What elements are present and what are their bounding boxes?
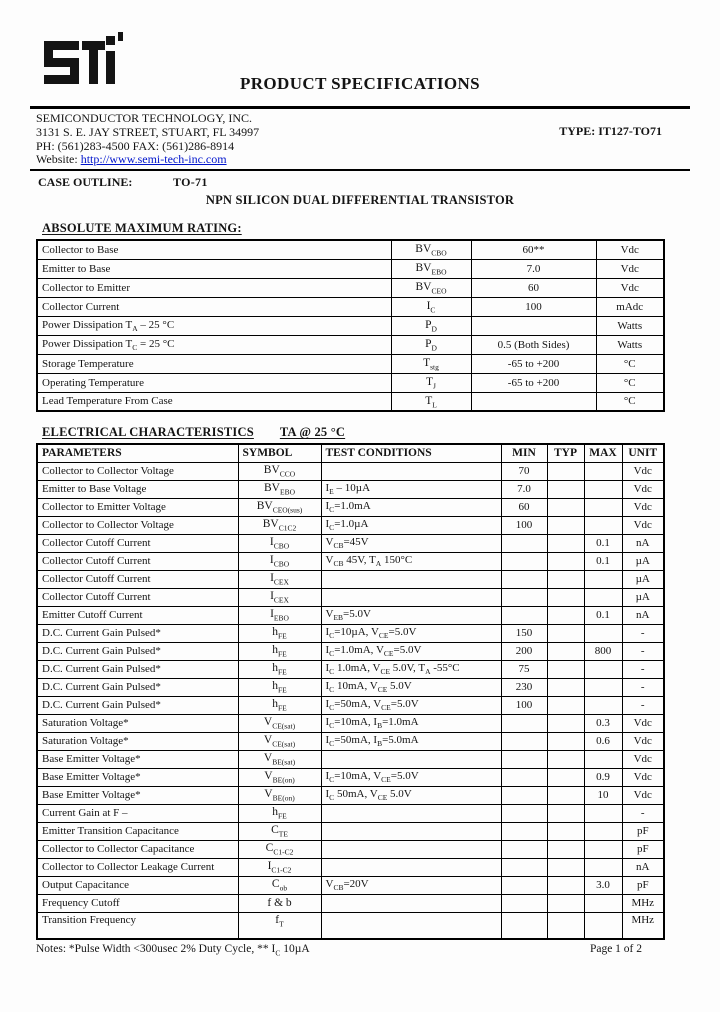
cell-param: Collector to Emitter Voltage [37, 498, 238, 516]
company-block [36, 112, 690, 167]
cell-symbol: $I_{EBO}$ [238, 606, 321, 624]
elec-char-table-head [37, 444, 664, 462]
cell-max [584, 696, 622, 714]
cell-cond: $I_C$ 50mA, $V_{CE}$ 5.0V [321, 786, 501, 804]
cell-symbol: $h_{FE}$ [238, 804, 321, 822]
cell-value: 100 [471, 297, 596, 316]
footnotes: Notes: *Pulse Width <300usec 2% Duty Cycle, ** $I_C$ 10µA [36, 943, 310, 958]
cell-symbol: $BV_{EBO}$ [238, 480, 321, 498]
company-address: 3131 S. E. JAY STREET, STUART, FL 34997 [36, 124, 260, 139]
cell-min [501, 804, 547, 822]
website-label: Website: [36, 152, 81, 167]
cell-symbol: $BV_{CEO}$ [391, 278, 471, 297]
cell-max [584, 858, 622, 876]
cell-param: Collector to Collector Voltage [37, 516, 238, 534]
cell-typ [547, 750, 584, 768]
table-row [37, 696, 664, 714]
cell-typ [547, 678, 584, 696]
cell-unit: nA [622, 606, 664, 624]
cell-min [501, 822, 547, 840]
cell-param: Collector Cutoff Current [37, 588, 238, 606]
page-title: PRODUCT SPECIFICATIONS [239, 74, 481, 93]
cell-cond: $I_C=50mA$, $I_B=5.0mA$ [321, 732, 501, 750]
case-outline-line [38, 175, 690, 190]
cell-min [501, 876, 547, 894]
cell-cond: $I_C=10\mu A$, $V_{CE}=5.0V$ [321, 624, 501, 642]
cell-symbol: $I_C$ [391, 297, 471, 316]
cell-min [501, 732, 547, 750]
cell-unit: MHz [622, 912, 664, 939]
cell-symbol: $h_{FE}$ [238, 642, 321, 660]
case-outline-value: TO-71 [173, 175, 208, 190]
cell-unit: °C [596, 392, 664, 411]
cell-max [584, 822, 622, 840]
table-row [37, 840, 664, 858]
cell-param: Base Emitter Voltage* [37, 750, 238, 768]
abs-max-table-body [37, 240, 664, 411]
cell-unit: nA [622, 534, 664, 552]
cell-param: D.C. Current Gain Pulsed* [37, 642, 238, 660]
cell-max: 0.1 [584, 552, 622, 570]
cell-max: 3.0 [584, 876, 622, 894]
cell-max [584, 678, 622, 696]
cell-symbol: $C_{ob}$ [238, 876, 321, 894]
cell-min: 200 [501, 642, 547, 660]
cell-max [584, 624, 622, 642]
cell-param: Base Emitter Voltage* [37, 786, 238, 804]
cell-value: -65 to +200 [471, 354, 596, 373]
cell-min: 75 [501, 660, 547, 678]
cell-value: -65 to +200 [471, 373, 596, 392]
cell-param: Current Gain at F – [37, 804, 238, 822]
table-header-row [37, 444, 664, 462]
cell-param: Collector to Base [37, 240, 391, 259]
cell-symbol: $BV_{C1C2}$ [238, 516, 321, 534]
cell-typ [547, 894, 584, 912]
cell-cond [321, 840, 501, 858]
cell-cond [321, 750, 501, 768]
table-row [37, 552, 664, 570]
cell-value: 0.5 (Both Sides) [471, 335, 596, 354]
col-unit: UNIT [622, 444, 664, 462]
col-typ: TYP [547, 444, 584, 462]
cell-symbol: $BV_{EBO}$ [391, 259, 471, 278]
cell-unit: Vdc [622, 480, 664, 498]
cell-unit: Vdc [596, 278, 664, 297]
cell-min [501, 912, 547, 939]
cell-param: Frequency Cutoff [37, 894, 238, 912]
cell-cond [321, 912, 501, 939]
cell-max: 800 [584, 642, 622, 660]
cell-value [471, 316, 596, 335]
cell-cond: $I_C=50mA$, $V_{CE}=5.0V$ [321, 696, 501, 714]
cell-symbol: $I_{C1-C2}$ [238, 858, 321, 876]
table-row [37, 858, 664, 876]
cell-typ [547, 534, 584, 552]
cell-min [501, 714, 547, 732]
cell-max: 0.3 [584, 714, 622, 732]
cell-cond [321, 804, 501, 822]
type-label: TYPE: IT127-TO71 [559, 124, 662, 138]
table-row [37, 480, 664, 498]
elec-char-heading-ta: TA @ 25 °C [279, 425, 346, 440]
cell-cond [321, 858, 501, 876]
table-row [37, 714, 664, 732]
page-number: Page 1 of 2 [589, 943, 642, 956]
table-row [37, 768, 664, 786]
table-row [37, 804, 664, 822]
cell-unit: Vdc [622, 732, 664, 750]
cell-min [501, 894, 547, 912]
table-row [37, 335, 664, 354]
cell-unit: - [622, 804, 664, 822]
cell-max [584, 804, 622, 822]
table-row [37, 750, 664, 768]
cell-max: 0.1 [584, 606, 622, 624]
cell-param: D.C. Current Gain Pulsed* [37, 678, 238, 696]
cell-typ [547, 642, 584, 660]
website-line [36, 153, 690, 167]
cell-typ [547, 876, 584, 894]
page-footer [36, 943, 642, 957]
table-row [37, 297, 664, 316]
col-parameters: PARAMETERS [37, 444, 238, 462]
table-row [37, 624, 664, 642]
cell-min: 100 [501, 696, 547, 714]
cell-unit: - [622, 642, 664, 660]
cell-min [501, 588, 547, 606]
cell-param: Emitter to Base [37, 259, 391, 278]
cell-unit: pF [622, 822, 664, 840]
info-rule [30, 169, 690, 171]
website-link[interactable]: http://www.semi-tech-inc.com [80, 152, 227, 167]
cell-unit: MHz [622, 894, 664, 912]
cell-value: 60** [471, 240, 596, 259]
cell-unit: Vdc [622, 462, 664, 480]
cell-unit: µA [622, 588, 664, 606]
cell-symbol: $I_{CBO}$ [238, 534, 321, 552]
cell-symbol: $P_D$ [391, 335, 471, 354]
cell-symbol: $T_J$ [391, 373, 471, 392]
cell-unit: Vdc [596, 240, 664, 259]
cell-typ [547, 552, 584, 570]
cell-max [584, 660, 622, 678]
cell-param: Output Capacitance [37, 876, 238, 894]
cell-param: Collector to Collector Capacitance [37, 840, 238, 858]
cell-max [584, 750, 622, 768]
cell-max [584, 516, 622, 534]
cell-min [501, 552, 547, 570]
cell-symbol: $h_{FE}$ [238, 660, 321, 678]
cell-param: Operating Temperature [37, 373, 391, 392]
cell-symbol: $C_{TE}$ [238, 822, 321, 840]
cell-param: Collector Cutoff Current [37, 570, 238, 588]
cell-typ [547, 912, 584, 939]
cell-min [501, 858, 547, 876]
cell-param: Collector Current [37, 297, 391, 316]
page-header [0, 0, 720, 106]
cell-param: Power Dissipation $T_A - 25$ °C [37, 316, 391, 335]
cell-param: Emitter to Base Voltage [37, 480, 238, 498]
table-row [37, 316, 664, 335]
cell-unit: mAdc [596, 297, 664, 316]
cell-typ [547, 660, 584, 678]
table-row [37, 894, 664, 912]
cell-unit: µA [622, 552, 664, 570]
cell-symbol: $I_{CBO}$ [238, 552, 321, 570]
cell-min [501, 840, 547, 858]
cell-typ [547, 732, 584, 750]
cell-min: 100 [501, 516, 547, 534]
cell-typ [547, 822, 584, 840]
cell-param: Base Emitter Voltage* [37, 768, 238, 786]
cell-cond [321, 588, 501, 606]
cell-unit: - [622, 696, 664, 714]
table-row [37, 912, 664, 939]
cell-unit: pF [622, 840, 664, 858]
cell-max [584, 912, 622, 939]
cell-symbol: $V_{BE(on)}$ [238, 786, 321, 804]
cell-symbol: f & b [238, 894, 321, 912]
cell-unit: Vdc [622, 498, 664, 516]
cell-param: Collector to Collector Leakage Current [37, 858, 238, 876]
cell-max [584, 498, 622, 516]
cell-symbol: $T_{stg}$ [391, 354, 471, 373]
cell-value: 7.0 [471, 259, 596, 278]
table-row [37, 373, 664, 392]
cell-symbol: $f_T$ [238, 912, 321, 939]
cell-typ [547, 462, 584, 480]
cell-max: 0.6 [584, 732, 622, 750]
cell-typ [547, 768, 584, 786]
cell-cond: $I_C=10mA$, $V_{CE}=5.0V$ [321, 768, 501, 786]
cell-cond: $I_C=10mA$, $I_B=1.0mA$ [321, 714, 501, 732]
cell-param: Emitter Cutoff Current [37, 606, 238, 624]
cell-param: D.C. Current Gain Pulsed* [37, 624, 238, 642]
cell-typ [547, 786, 584, 804]
cell-symbol: $V_{BE(sat)}$ [238, 750, 321, 768]
cell-typ [547, 570, 584, 588]
table-row [37, 876, 664, 894]
cell-symbol: $V_{BE(on)}$ [238, 768, 321, 786]
elec-char-table [36, 443, 665, 940]
elec-char-heading-main: ELECTRICAL CHARACTERISTICS [42, 425, 254, 440]
cell-min [501, 786, 547, 804]
header-rule [30, 106, 690, 109]
cell-typ [547, 624, 584, 642]
cell-unit: °C [596, 354, 664, 373]
cell-cond: $V_{CB}$ 45V, $T_A$ 150°C [321, 552, 501, 570]
cell-max: 0.9 [584, 768, 622, 786]
cell-max [584, 894, 622, 912]
elec-char-table-body [37, 462, 664, 939]
cell-symbol: $BV_{CBO}$ [391, 240, 471, 259]
cell-param: Collector to Collector Voltage [37, 462, 238, 480]
table-row [37, 570, 664, 588]
table-row [37, 534, 664, 552]
cell-max [584, 588, 622, 606]
cell-param: Transition Frequency [37, 912, 238, 939]
cell-min: 230 [501, 678, 547, 696]
cell-typ [547, 840, 584, 858]
cell-cond [321, 894, 501, 912]
col-max: MAX [584, 444, 622, 462]
table-row [37, 462, 664, 480]
table-row [37, 732, 664, 750]
cell-unit: Vdc [622, 768, 664, 786]
cell-min: 70 [501, 462, 547, 480]
company-phone: PH: (561)283-4500 FAX: (561)286-8914 [36, 138, 235, 153]
table-row [37, 240, 664, 259]
cell-symbol: $h_{FE}$ [238, 696, 321, 714]
cell-unit: °C [596, 373, 664, 392]
device-subtitle: NPN SILICON DUAL DIFFERENTIAL TRANSISTOR [205, 193, 515, 208]
cell-symbol: $h_{FE}$ [238, 678, 321, 696]
cell-unit: Vdc [622, 786, 664, 804]
cell-symbol: $V_{CE(sat)}$ [238, 714, 321, 732]
cell-cond: $V_{CB}=20V$ [321, 876, 501, 894]
col-conditions: TEST CONDITIONS [321, 444, 501, 462]
cell-symbol: $I_{CEX}$ [238, 570, 321, 588]
cell-cond: $I_C$ 1.0mA, $V_{CE}$ 5.0V, $T_A$ -55°C [321, 660, 501, 678]
table-row [37, 678, 664, 696]
cell-param: D.C. Current Gain Pulsed* [37, 696, 238, 714]
cell-unit: Watts [596, 316, 664, 335]
cell-unit: Vdc [622, 516, 664, 534]
cell-typ [547, 480, 584, 498]
cell-typ [547, 606, 584, 624]
table-row [37, 516, 664, 534]
table-row [37, 498, 664, 516]
cell-cond [321, 462, 501, 480]
case-outline-label: CASE OUTLINE: [38, 175, 133, 190]
table-row [37, 354, 664, 373]
cell-typ [547, 498, 584, 516]
cell-cond: $I_C=1.0\mu A$ [321, 516, 501, 534]
cell-param: Saturation Voltage* [37, 732, 238, 750]
cell-value [471, 392, 596, 411]
cell-max [584, 840, 622, 858]
cell-max [584, 480, 622, 498]
table-row [37, 786, 664, 804]
table-row [37, 642, 664, 660]
cell-symbol: $h_{FE}$ [238, 624, 321, 642]
table-row [37, 588, 664, 606]
cell-min: 7.0 [501, 480, 547, 498]
cell-value: 60 [471, 278, 596, 297]
cell-unit: - [622, 660, 664, 678]
cell-max: 0.1 [584, 534, 622, 552]
cell-cond: $I_C=1.0mA$ [321, 498, 501, 516]
cell-typ [547, 696, 584, 714]
cell-cond: $I_C$ 10mA, $V_{CE}$ 5.0V [321, 678, 501, 696]
cell-max [584, 570, 622, 588]
cell-cond [321, 822, 501, 840]
table-row [37, 660, 664, 678]
cell-typ [547, 714, 584, 732]
cell-min [501, 750, 547, 768]
abs-max-heading: ABSOLUTE MAXIMUM RATING: [42, 221, 242, 236]
cell-cond: $V_{CB}=45V$ [321, 534, 501, 552]
cell-unit: pF [622, 876, 664, 894]
table-row [37, 392, 664, 411]
cell-max [584, 462, 622, 480]
cell-min [501, 534, 547, 552]
table-row [37, 278, 664, 297]
cell-symbol: $BV_{CEO(sus)}$ [238, 498, 321, 516]
cell-symbol: $T_L$ [391, 392, 471, 411]
cell-symbol: $C_{C1-C2}$ [238, 840, 321, 858]
cell-max: 10 [584, 786, 622, 804]
cell-min [501, 768, 547, 786]
cell-param: Emitter Transition Capacitance [37, 822, 238, 840]
cell-unit: - [622, 678, 664, 696]
cell-min [501, 570, 547, 588]
cell-symbol: $V_{CE(sat)}$ [238, 732, 321, 750]
cell-unit: Watts [596, 335, 664, 354]
table-row [37, 606, 664, 624]
cell-typ [547, 588, 584, 606]
cell-cond: $V_{EB}=5.0V$ [321, 606, 501, 624]
cell-min [501, 606, 547, 624]
cell-typ [547, 858, 584, 876]
cell-param: Lead Temperature From Case [37, 392, 391, 411]
cell-param: Saturation Voltage* [37, 714, 238, 732]
cell-unit: - [622, 624, 664, 642]
cell-symbol: $BV_{CCO}$ [238, 462, 321, 480]
col-symbol: SYMBOL [238, 444, 321, 462]
cell-cond [321, 570, 501, 588]
cell-param: D.C. Current Gain Pulsed* [37, 660, 238, 678]
cell-cond: $I_E - 10\mu A$ [321, 480, 501, 498]
col-min: MIN [501, 444, 547, 462]
elec-char-heading [42, 425, 720, 440]
cell-param: Collector Cutoff Current [37, 534, 238, 552]
cell-symbol: $P_D$ [391, 316, 471, 335]
cell-param: Power Dissipation $T_C = 25$ °C [37, 335, 391, 354]
cell-unit: nA [622, 858, 664, 876]
company-name: SEMICONDUCTOR TECHNOLOGY, INC. [36, 111, 253, 125]
abs-max-table [36, 239, 665, 412]
cell-symbol: $I_{CEX}$ [238, 588, 321, 606]
cell-typ [547, 516, 584, 534]
cell-unit: Vdc [622, 714, 664, 732]
cell-typ [547, 804, 584, 822]
cell-param: Storage Temperature [37, 354, 391, 373]
cell-unit: Vdc [622, 750, 664, 768]
cell-min: 60 [501, 498, 547, 516]
cell-unit: Vdc [596, 259, 664, 278]
cell-param: Collector Cutoff Current [37, 552, 238, 570]
cell-unit: µA [622, 570, 664, 588]
table-row [37, 259, 664, 278]
cell-param: Collector to Emitter [37, 278, 391, 297]
table-row [37, 822, 664, 840]
cell-min: 150 [501, 624, 547, 642]
cell-cond: $I_C=1.0mA$, $V_{CE}=5.0V$ [321, 642, 501, 660]
